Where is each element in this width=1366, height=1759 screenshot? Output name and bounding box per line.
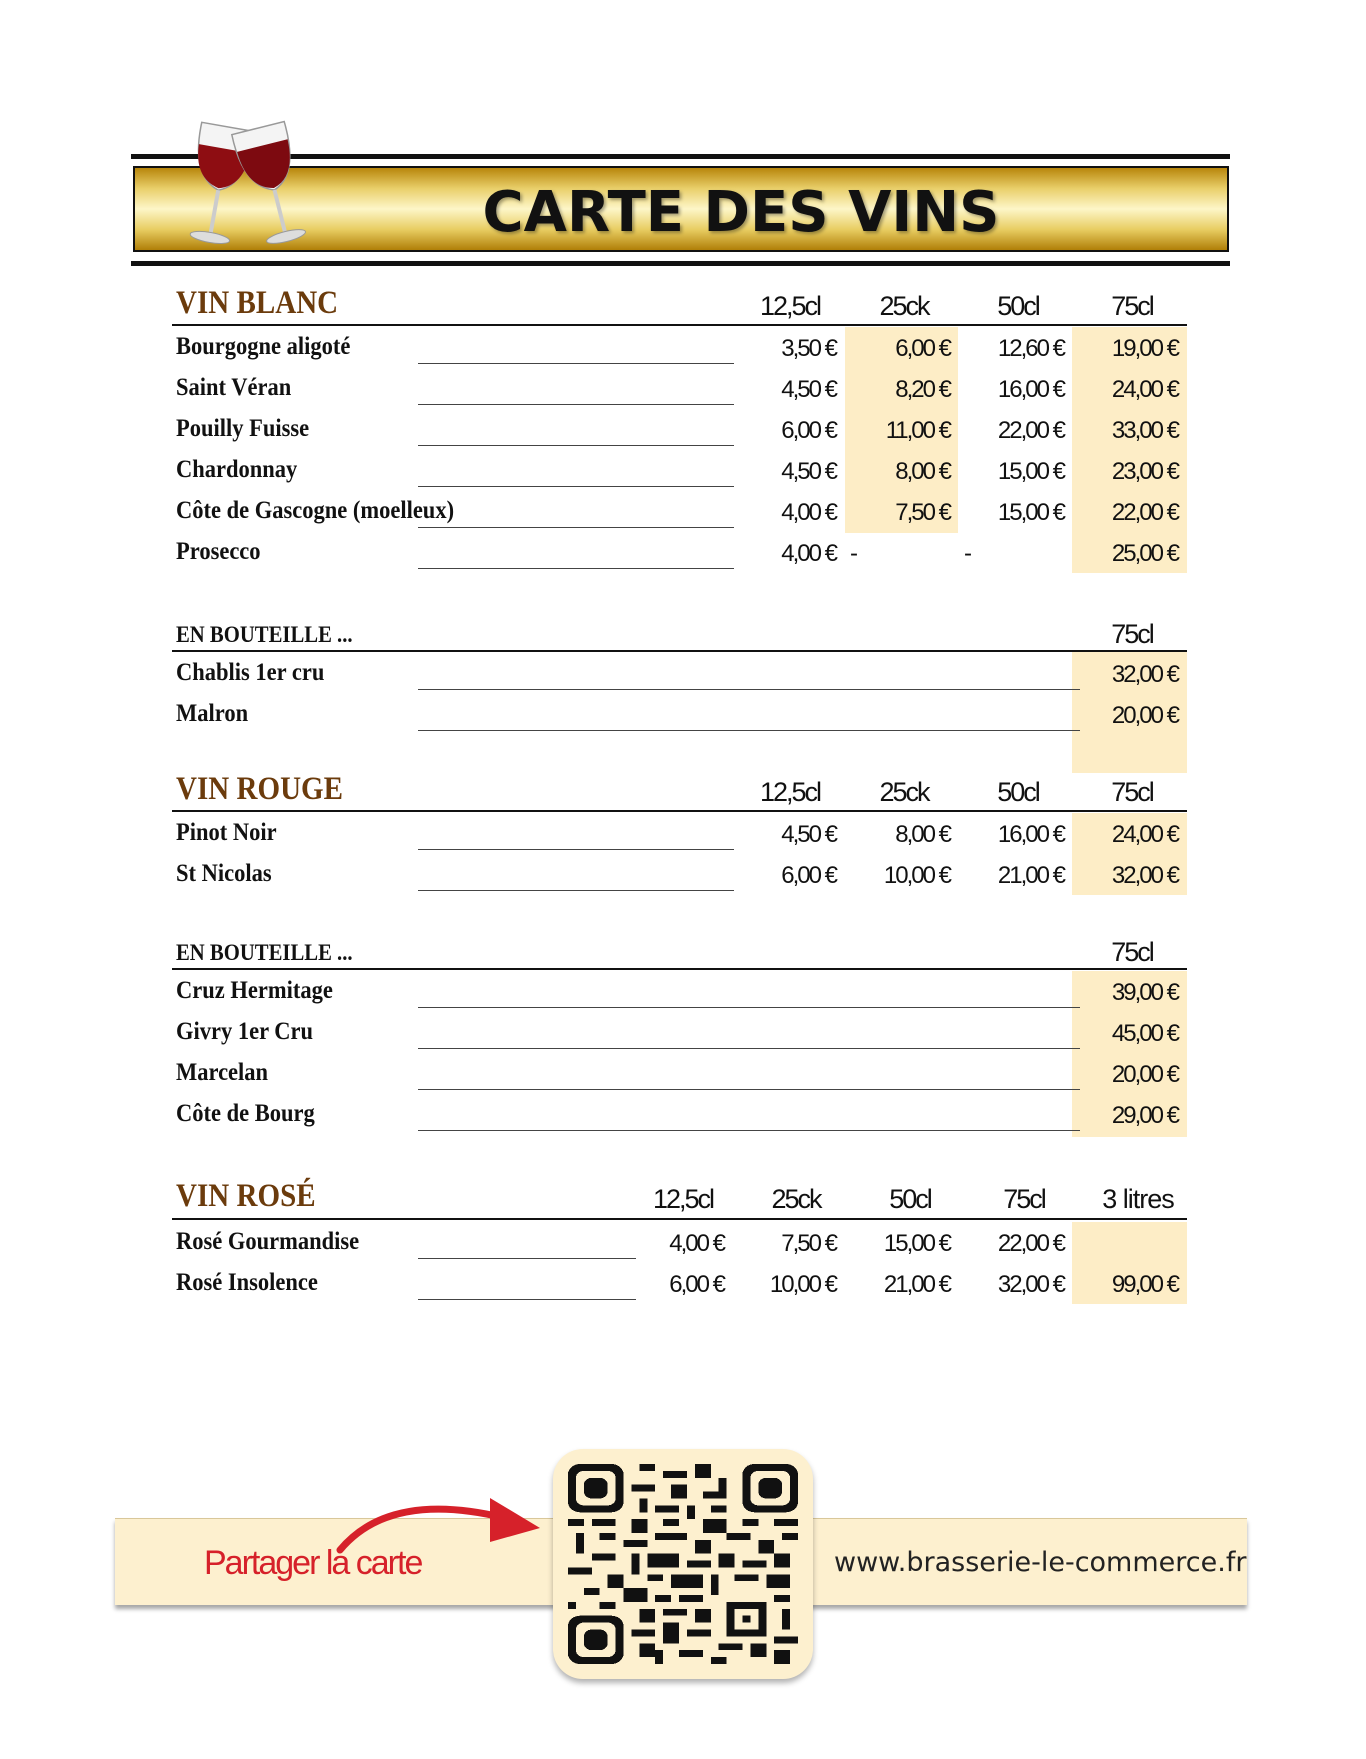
price: - [850,540,856,567]
price: 4,50 € [781,821,836,848]
wine-row [176,1012,1186,1053]
price: 4,50 € [781,458,836,485]
col-header: 12,5cl [652,1184,714,1214]
wine-row [176,409,1186,450]
wine-name: Prosecco [176,538,261,565]
price: 6,00 € [781,862,836,889]
dotted-line [418,486,734,487]
price: 6,00 € [669,1271,724,1298]
price: 7,50 € [781,1230,836,1257]
dotted-line [418,689,1080,690]
price: 4,00 € [669,1230,724,1257]
section-title-vin-blanc: VIN BLANC [176,285,339,321]
header-rule [172,810,1187,812]
share-label[interactable]: Partager la carte [204,1544,422,1582]
price: 20,00 € [1111,702,1178,729]
wine-row [176,491,1186,532]
dotted-line [418,527,734,528]
price: 29,00 € [1111,1102,1178,1129]
dotted-line [418,1048,1080,1049]
dotted-line [418,404,734,405]
wine-name: Givry 1er Cru [176,1018,314,1045]
col-header: 50cl [997,291,1039,321]
price: 22,00 € [1111,499,1178,526]
price: 6,00 € [895,335,950,362]
wine-row [176,1222,1186,1263]
section-title-en-bouteille: EN BOUTEILLE ... [176,940,353,965]
wine-name: Bourgogne aligoté [176,333,351,360]
price: 32,00 € [997,1271,1064,1298]
col-header: 12,5cl [759,291,821,321]
col-header: 12,5cl [759,777,821,807]
price: 12,60 € [997,335,1064,362]
col-header: 25ck [879,777,929,807]
price: 15,00 € [997,499,1064,526]
dotted-line [418,445,734,446]
col-header: 25ck [879,291,929,321]
dotted-line [418,568,734,569]
wine-row [176,1094,1186,1135]
wine-name: Rosé Gourmandise [176,1228,360,1255]
price: 4,50 € [781,376,836,403]
price: 24,00 € [1111,821,1178,848]
dotted-line [418,1258,636,1259]
col-header: 75cl [1003,1184,1045,1214]
price: 23,00 € [1111,458,1178,485]
col-header: 3 litres [1102,1184,1174,1214]
wine-row [176,971,1186,1012]
dotted-line [418,849,734,850]
price: 25,00 € [1111,540,1178,567]
wine-glasses-icon [178,120,328,260]
section-header-vin-blanc [176,282,1186,324]
dotted-line [418,363,734,364]
section-header-vin-rouge [176,768,1186,810]
website-link[interactable]: www.brasserie-le-commerce.fr [834,1547,1247,1578]
wine-name: Rosé Insolence [176,1269,318,1296]
price: 4,00 € [781,540,836,567]
price: 8,00 € [895,458,950,485]
price: 39,00 € [1111,979,1178,1006]
price: 8,00 € [895,821,950,848]
price: 15,00 € [997,458,1064,485]
price: 6,00 € [781,417,836,444]
header-rule [172,968,1187,970]
price: 99,00 € [1111,1271,1178,1298]
section-header-blanc-bouteille [176,610,1186,652]
wine-name: Côte de Bourg [176,1100,315,1127]
dotted-line [418,1007,1080,1008]
col-header: 50cl [997,777,1039,807]
col-header: 50cl [889,1184,931,1214]
header-rule [172,650,1187,652]
header-rule [172,324,1187,326]
section-title-vin-rouge: VIN ROUGE [176,771,344,807]
price: 4,00 € [781,499,836,526]
price: 3,50 € [781,335,836,362]
wine-name: Malron [176,700,249,727]
section-header-vin-rose [176,1175,1186,1217]
banner-bottom-rule [131,261,1230,266]
dotted-line [418,730,1080,731]
price: 10,00 € [883,862,950,889]
wine-row [176,450,1186,491]
wine-name: Chardonnay [176,456,298,483]
price: 22,00 € [997,1230,1064,1257]
dotted-line [418,1089,1080,1090]
price: - [964,540,970,567]
price: 20,00 € [1111,1061,1178,1088]
col-header: 75cl [1111,619,1153,649]
dotted-line [418,1130,1080,1131]
wine-row [176,368,1186,409]
wine-name: Saint Véran [176,374,292,401]
wine-row [176,854,1186,895]
col-header: 75cl [1111,777,1153,807]
wine-row [176,694,1186,735]
price: 15,00 € [883,1230,950,1257]
price: 16,00 € [997,376,1064,403]
page-title: CARTE DES VINS [482,180,1000,245]
section-title-vin-rose: VIN ROSÉ [176,1178,316,1214]
wine-row [176,1263,1186,1304]
wine-row [176,1053,1186,1094]
qr-code-icon[interactable] [568,1464,798,1664]
price: 22,00 € [997,417,1064,444]
col-header: 25ck [771,1184,821,1214]
price: 21,00 € [883,1271,950,1298]
section-header-rouge-bouteille [176,928,1186,970]
price: 11,00 € [885,417,950,444]
price: 19,00 € [1111,335,1178,362]
wine-row [176,813,1186,854]
dotted-line [418,1299,636,1300]
wine-row [176,653,1186,694]
qr-card[interactable] [553,1449,813,1679]
wine-name: Marcelan [176,1059,269,1086]
price: 32,00 € [1111,661,1178,688]
wine-name: Chablis 1er cru [176,659,325,686]
wine-name: Cruz Hermitage [176,977,333,1004]
section-title-en-bouteille: EN BOUTEILLE ... [176,622,353,647]
col-header: 75cl [1111,291,1153,321]
price: 32,00 € [1111,862,1178,889]
dotted-line [418,890,734,891]
price: 45,00 € [1111,1020,1178,1047]
price: 21,00 € [997,862,1064,889]
wine-row [176,532,1186,573]
col-header: 75cl [1111,937,1153,967]
wine-row [176,327,1186,368]
price: 24,00 € [1111,376,1178,403]
wine-name: Pouilly Fuisse [176,415,310,442]
wine-name: Pinot Noir [176,819,277,846]
price: 16,00 € [997,821,1064,848]
price: 7,50 € [895,499,950,526]
price: 33,00 € [1111,417,1178,444]
price: 8,20 € [895,376,950,403]
header-rule [172,1218,1187,1220]
wine-name: St Nicolas [176,860,272,887]
wine-name: Côte de Gascogne (moelleux) [176,497,455,524]
price: 10,00 € [769,1271,836,1298]
